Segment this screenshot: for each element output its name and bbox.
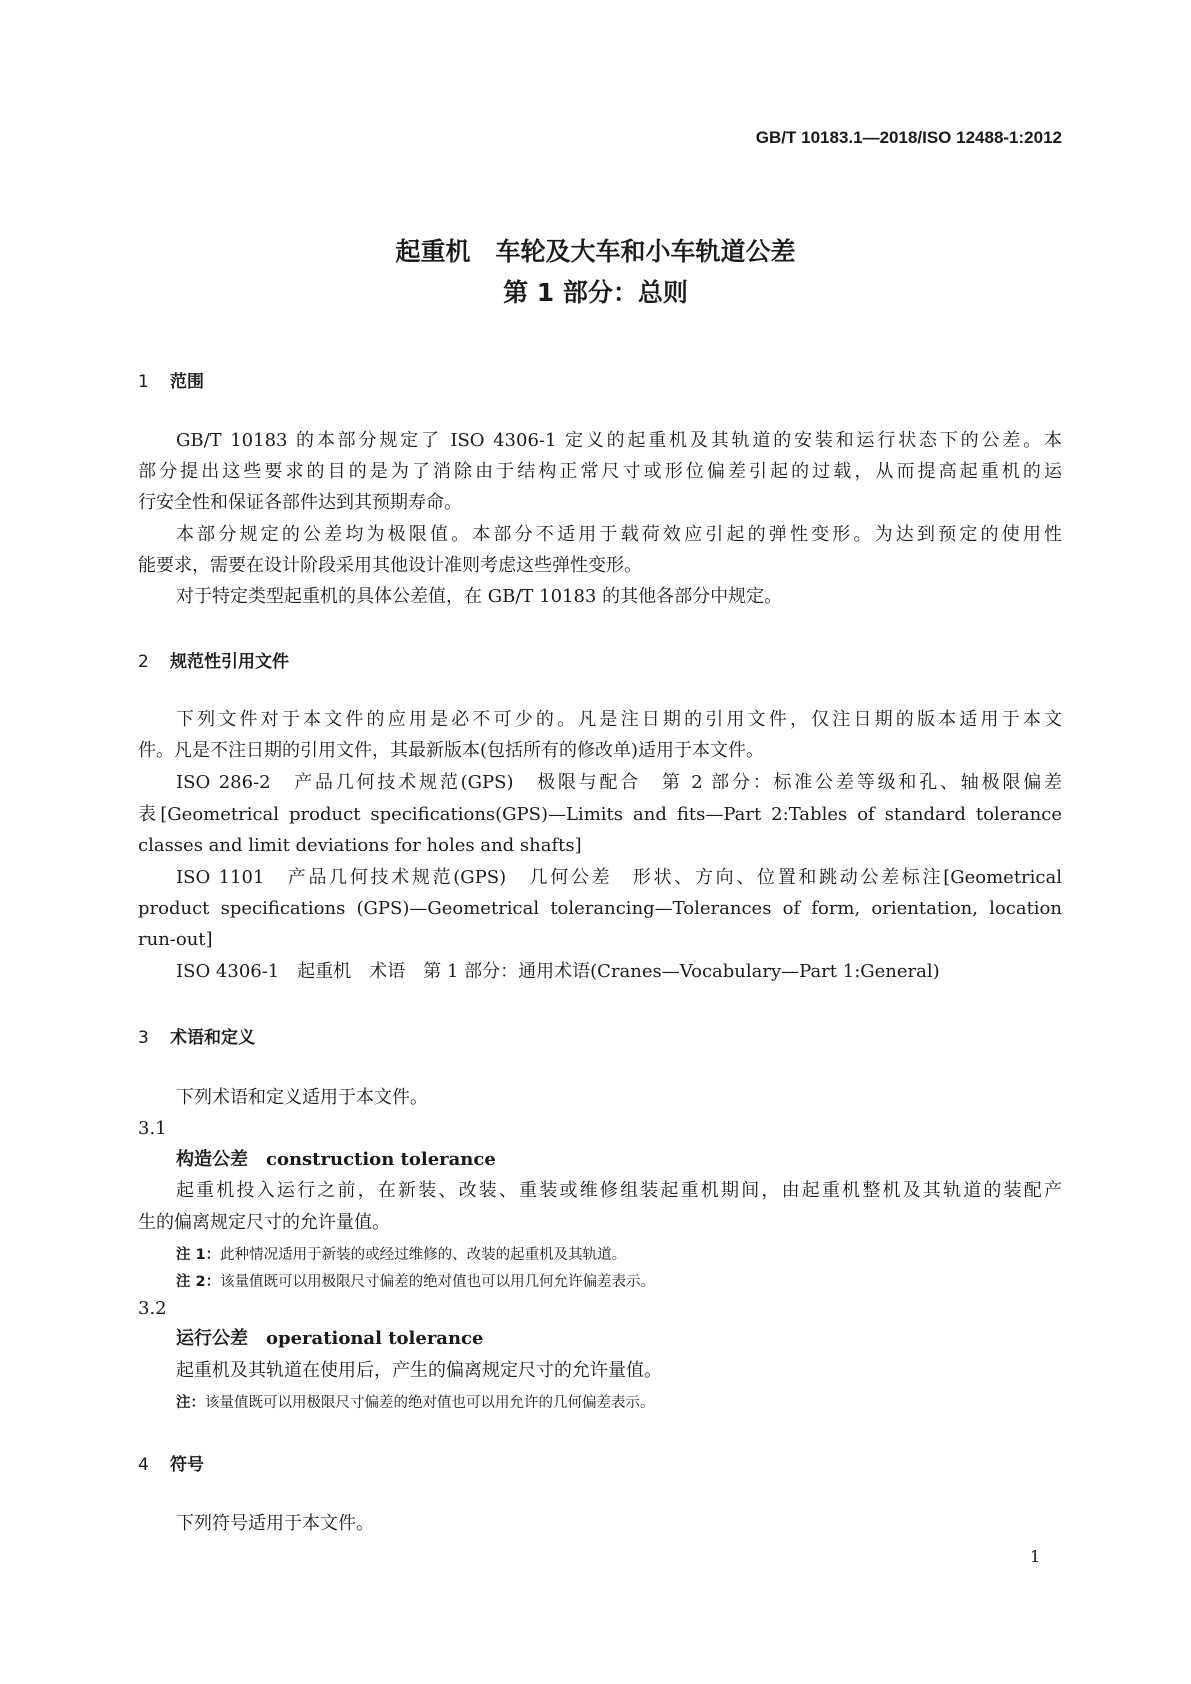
reference-line: product specifications (GPS)—Geometrical tolerancing—Tolerances of form, orientation, location bbox=[138, 898, 1062, 919]
term-number: 3.2 bbox=[138, 1298, 167, 1319]
section-4-heading bbox=[138, 1450, 204, 1475]
note-text: 此种情况适用于新装的或经过维修的、改装的起重机及其轨道。 bbox=[220, 1247, 627, 1263]
term-title: 构造公差 construction tolerance bbox=[176, 1149, 496, 1170]
note-label: 注： bbox=[176, 1395, 205, 1411]
document-subtitle: 第 1 部分：总则 bbox=[503, 278, 688, 307]
reference-line: classes and limit deviations for holes and shafts] bbox=[138, 835, 582, 856]
reference-line: ISO 1101 产品几何技术规范(GPS) 几何公差 形状、方向、位置和跳动公差标注[Geometrical bbox=[176, 867, 1062, 888]
note-text: 该量值既可以用极限尺寸偏差的绝对值也可以用几何允许偏差表示。 bbox=[220, 1274, 656, 1290]
paragraph-line: 行安全性和保证各部件达到其预期寿命。 bbox=[138, 492, 462, 513]
paragraph-line: 下列符号适用于本文件。 bbox=[176, 1513, 374, 1534]
term-title: 运行公差 operational tolerance bbox=[176, 1328, 484, 1349]
paragraph-line: 下列术语和定义适用于本文件。 bbox=[176, 1087, 428, 1108]
reference-line: 表[Geometrical product specifications(GPS)—Limits and fits—Part 2:Tables of standard tolerance bbox=[138, 804, 1062, 825]
paragraph-line: 件。凡是不注日期的引用文件，其最新版本(包括所有的修改单)适用于本文件。 bbox=[138, 740, 765, 761]
term-number: 3.1 bbox=[138, 1118, 167, 1139]
note-label: 注 2： bbox=[176, 1274, 221, 1290]
section-title: 符号 bbox=[170, 1455, 204, 1475]
reference-line: ISO 4306-1 起重机 术语 第 1 部分：通用术语(Cranes—Vocabulary—Part 1:General) bbox=[176, 961, 940, 982]
document-title: 起重机 车轮及大车和小车轨道公差 bbox=[395, 237, 796, 266]
section-title: 规范性引用文件 bbox=[170, 652, 289, 672]
section-number: 1 bbox=[138, 372, 149, 392]
standard-number-header: GB/T 10183.1—2018/ISO 12488-1:2012 bbox=[755, 128, 1062, 147]
definition-line: 起重机投入运行之前，在新装、改装、重装或维修组装起重机期间，由起重机整机及其轨道的装配产 bbox=[176, 1180, 1062, 1201]
section-2-heading bbox=[138, 647, 289, 672]
paragraph-line: 对于特定类型起重机的具体公差值，在 GB/T 10183 的其他各部分中规定。 bbox=[176, 586, 783, 607]
section-number: 2 bbox=[138, 652, 149, 672]
section-number: 4 bbox=[138, 1455, 149, 1475]
page-number: 1 bbox=[1030, 1547, 1041, 1566]
definition-line: 生的偏离规定尺寸的允许量值。 bbox=[138, 1212, 390, 1233]
paragraph-line: 本部分规定的公差均为极限值。本部分不适用于载荷效应引起的弹性变形。为达到预定的使用性 bbox=[176, 524, 1062, 545]
note-1 bbox=[176, 1243, 626, 1264]
paragraph-line: 部分提出这些要求的目的是为了消除由于结构正常尺寸或形位偏差引起的过载，从而提高起重机的运 bbox=[138, 461, 1062, 482]
paragraph-line: GB/T 10183 的本部分规定了 ISO 4306-1 定义的起重机及其轨道的安装和运行状态下的公差。本 bbox=[176, 430, 1062, 451]
section-3-heading bbox=[138, 1023, 255, 1048]
section-title: 术语和定义 bbox=[170, 1028, 255, 1048]
note bbox=[176, 1391, 655, 1412]
note-2 bbox=[176, 1270, 655, 1291]
note-text: 该量值既可以用极限尺寸偏差的绝对值也可以用允许的几何偏差表示。 bbox=[205, 1395, 655, 1411]
reference-line: ISO 286-2 产品几何技术规范(GPS) 极限与配合 第 2 部分：标准公差等级和孔、轴极限偏差 bbox=[176, 772, 1062, 793]
paragraph-line: 能要求，需要在设计阶段采用其他设计准则考虑这些弹性变形。 bbox=[138, 555, 642, 576]
paragraph-line: 下列文件对于本文件的应用是必不可少的。凡是注日期的引用文件，仅注日期的版本适用于本文 bbox=[176, 709, 1062, 730]
section-1-heading bbox=[138, 367, 204, 392]
section-number: 3 bbox=[138, 1028, 149, 1048]
section-title: 范围 bbox=[170, 372, 204, 392]
note-label: 注 1： bbox=[176, 1247, 221, 1263]
definition-line: 起重机及其轨道在使用后，产生的偏离规定尺寸的允许量值。 bbox=[176, 1360, 662, 1381]
reference-line: run-out] bbox=[138, 929, 213, 950]
